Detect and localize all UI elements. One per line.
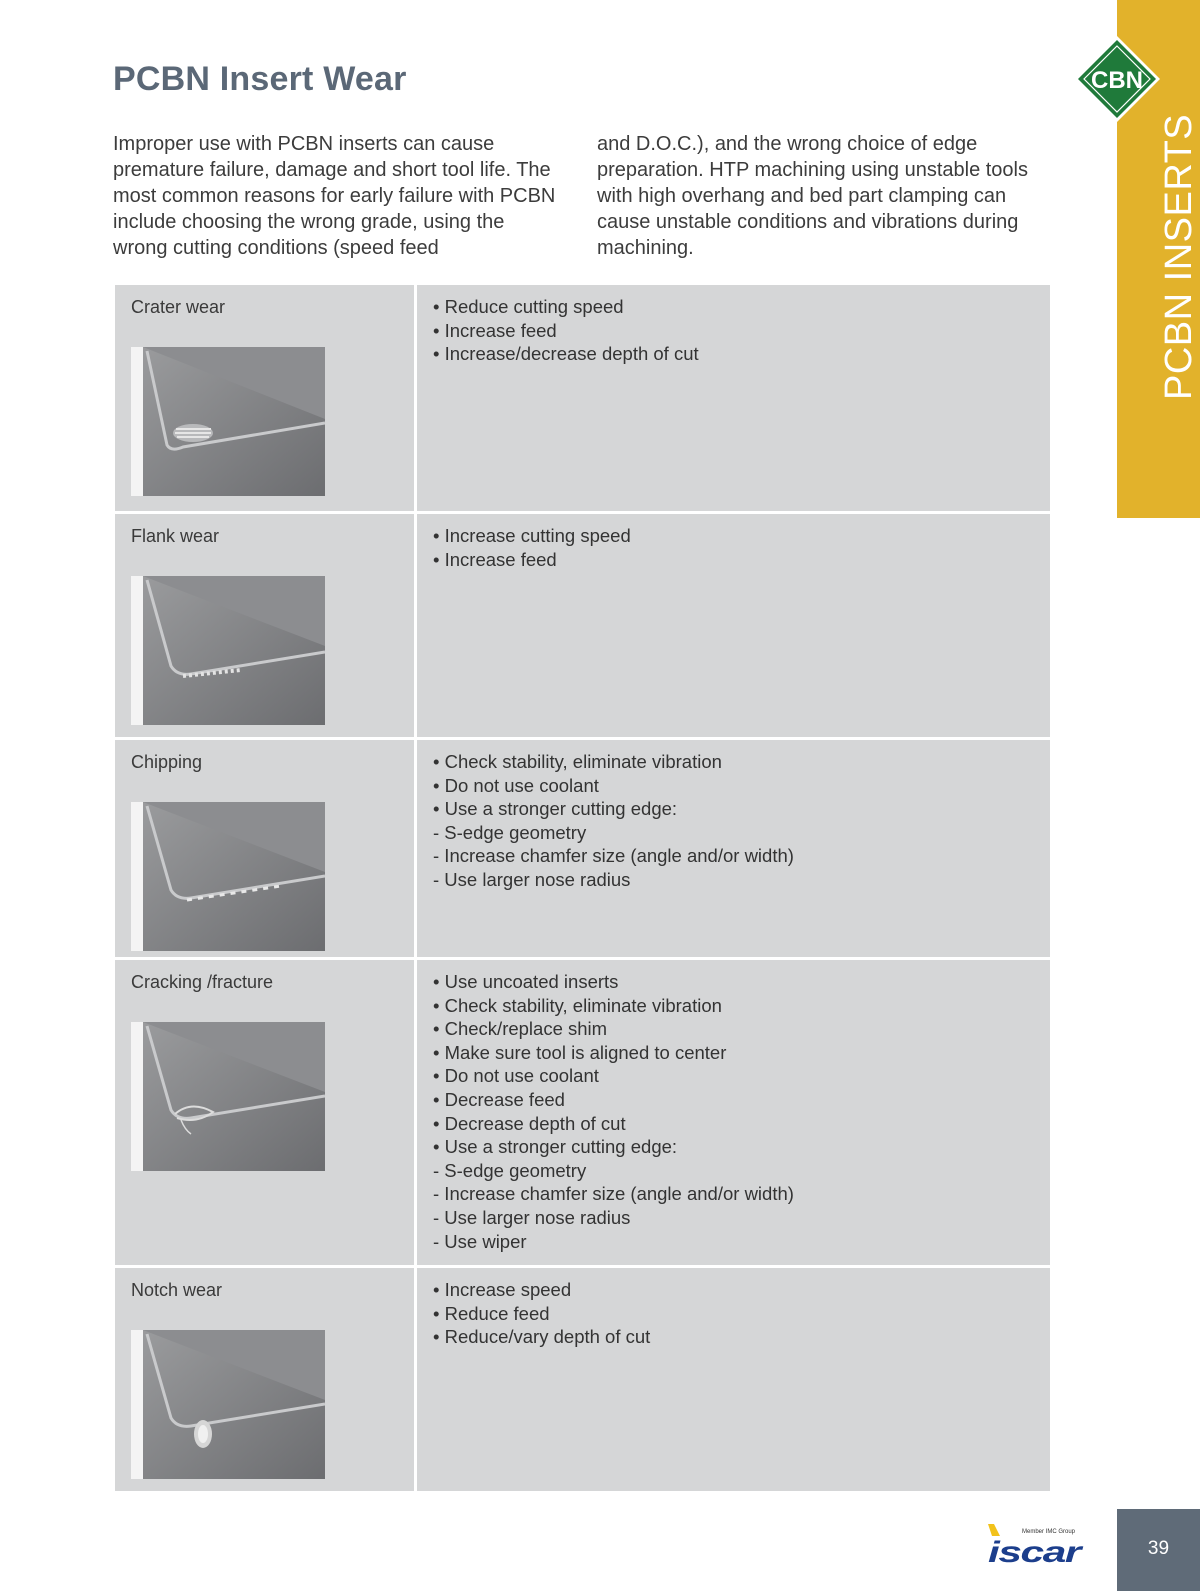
cbn-badge-text: CBN (1091, 67, 1143, 94)
table-row (115, 514, 1050, 740)
remedy-item: - Increase chamfer size (angle and/or width) (433, 1183, 794, 1205)
remedy-item: • Increase feed (433, 548, 557, 570)
remedy-item: • Use uncoated inserts (433, 971, 619, 992)
cause-cell (115, 285, 417, 511)
iscar-logo (988, 1524, 1088, 1566)
notch-wear-image (131, 1330, 325, 1479)
table-row (115, 1268, 1050, 1494)
page-number-box (1117, 1509, 1200, 1591)
page-number: 39 (1147, 1538, 1170, 1559)
remedy-item: • Increase feed (433, 319, 557, 341)
table-row (115, 740, 1050, 960)
table-row (115, 960, 1050, 1268)
remedy-cell (417, 740, 1050, 957)
logo-tagline: Member IMC Group (1022, 1529, 1076, 1535)
remedy-item: - Increase chamfer size (angle and/or width) (433, 845, 794, 867)
remedy-item: • Reduce/vary depth of cut (433, 1326, 651, 1348)
cause-cell (115, 514, 417, 737)
remedy-item: - S-edge geometry (433, 1159, 587, 1181)
remedy-list (433, 295, 1034, 366)
remedy-item: • Increase speed (433, 1279, 572, 1300)
remedy-item: • Make sure tool is aligned to center (433, 1041, 727, 1063)
cause-cell (115, 740, 417, 957)
remedy-cell (417, 1268, 1050, 1491)
remedy-cell (417, 514, 1050, 737)
intro-paragraph-right: and D.O.C.), and the wrong choice of edge preparation. HTP machining using unstable tools with high overhang and bed part clamping can cause unstable conditions and vibrations during machining. (597, 133, 1028, 259)
crater-wear-image (131, 347, 325, 496)
remedy-list (433, 750, 1034, 892)
remedy-item: • Use a stronger cutting edge: (433, 1136, 678, 1158)
cause-cell (115, 960, 417, 1265)
flank-wear-image (131, 576, 325, 725)
cause-label: Flank wear (131, 526, 220, 546)
remedy-item: - Use larger nose radius (433, 1206, 631, 1228)
chipping-image (131, 802, 325, 951)
remedy-item: • Check stability, eliminate vibration (433, 994, 722, 1016)
remedy-list (433, 1278, 1034, 1349)
remedy-cell (417, 960, 1050, 1265)
remedy-item: • Use a stronger cutting edge: (433, 798, 678, 820)
cracking-fracture-image (131, 1022, 325, 1171)
remedy-item: - Use wiper (433, 1230, 527, 1252)
remedy-item: • Increase/decrease depth of cut (433, 343, 699, 365)
page-title: PCBN Insert Wear (113, 60, 407, 98)
cause-label: Chipping (131, 752, 203, 772)
remedy-item: • Decrease feed (433, 1088, 565, 1110)
cause-cell (115, 1268, 417, 1491)
remedy-item: • Reduce feed (433, 1302, 550, 1324)
remedy-item: • Do not use coolant (433, 774, 599, 796)
remedy-cell (417, 285, 1050, 511)
table-row (115, 285, 1050, 514)
intro-paragraph-left: Improper use with PCBN inserts can cause premature failure, damage and short tool life. The most common reasons for early failure with PCBN include choosing the wrong grade, using the wrong cutting conditions (speed feed (113, 133, 556, 259)
remedy-list (433, 970, 1034, 1253)
section-tab-label: PCBN INSERTS (1158, 113, 1200, 400)
wear-table (115, 285, 1050, 1494)
remedy-list (433, 524, 1034, 571)
remedy-item: • Do not use coolant (433, 1065, 599, 1087)
remedy-item: - Use larger nose radius (433, 868, 631, 890)
cause-label: Notch wear (131, 1280, 223, 1300)
remedy-item: • Reduce cutting speed (433, 296, 624, 317)
remedy-item: • Check/replace shim (433, 1018, 608, 1040)
remedy-item: - S-edge geometry (433, 821, 587, 843)
logo-wordmark: iscar (988, 1536, 1085, 1566)
cause-label: Cracking /fracture (131, 972, 274, 992)
remedy-item: • Increase cutting speed (433, 525, 631, 546)
cbn-badge-icon (1072, 34, 1162, 124)
cause-label: Crater wear (131, 297, 226, 317)
remedy-item: • Decrease depth of cut (433, 1112, 626, 1134)
remedy-item: • Check stability, eliminate vibration (433, 751, 722, 772)
